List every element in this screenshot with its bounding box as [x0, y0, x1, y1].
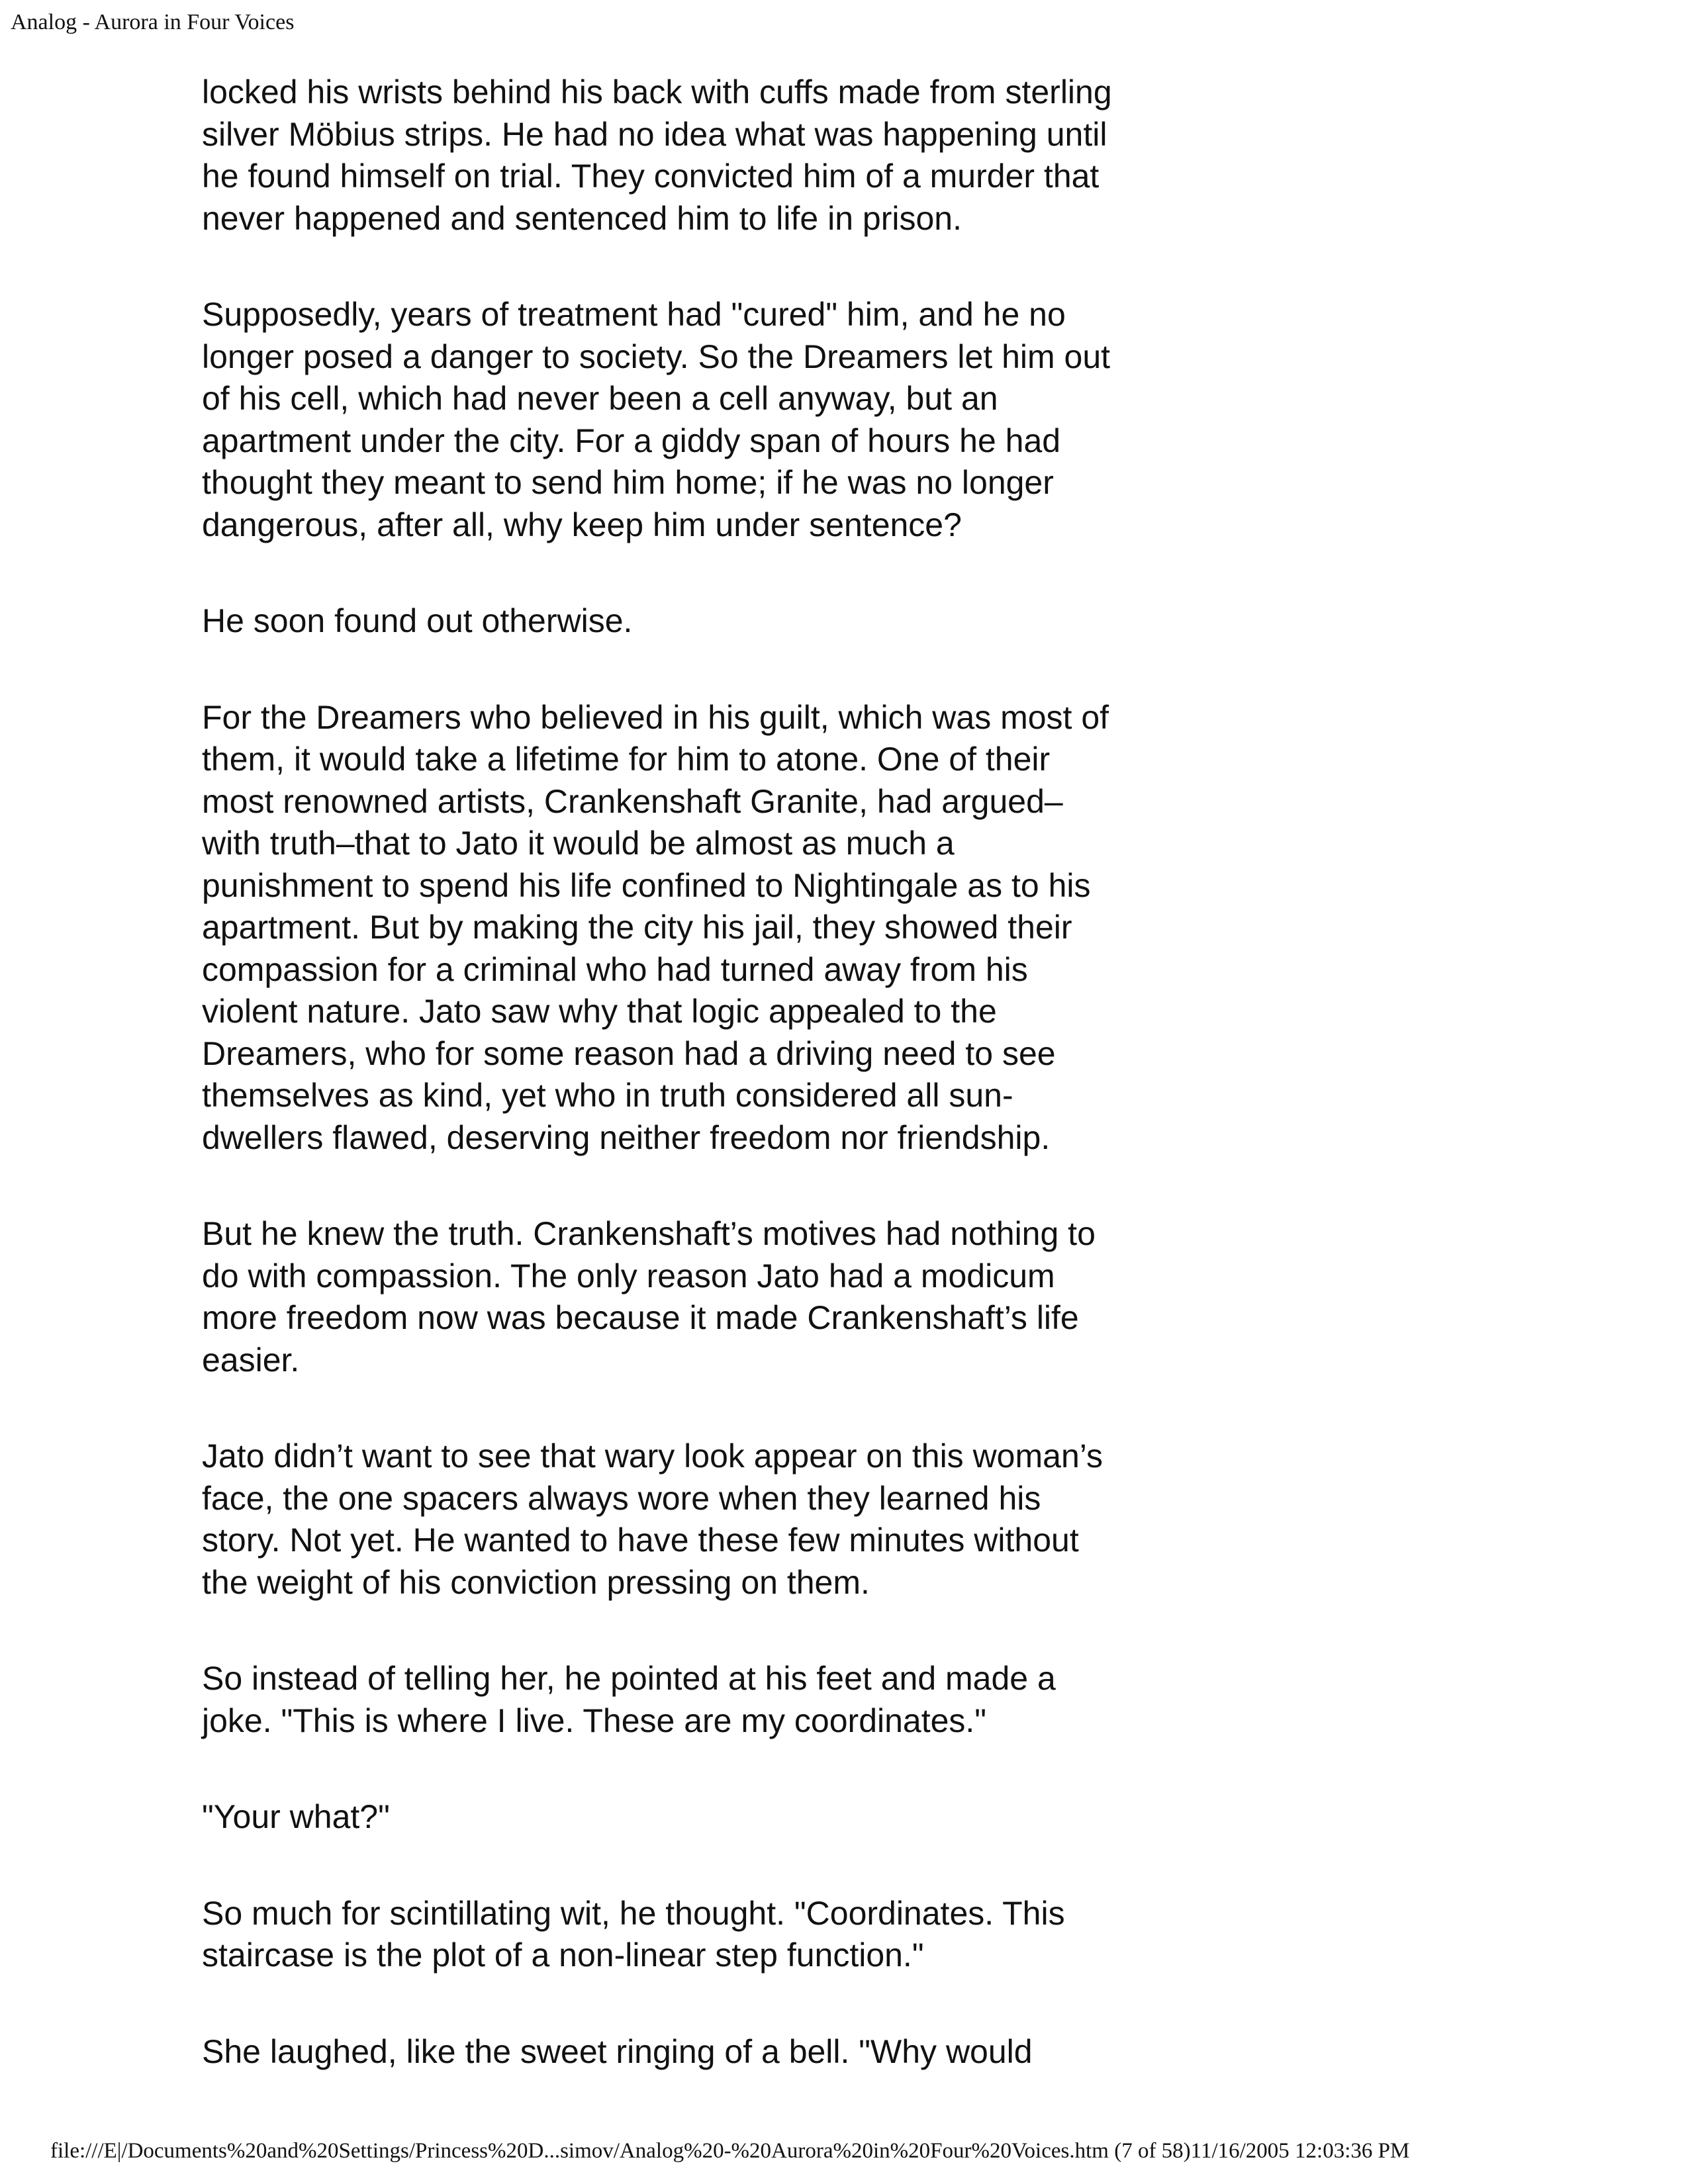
- text-line: joke. "This is where I live. These are my coordinates.": [202, 1702, 987, 1739]
- text-line: themselves as kind, yet who in truth considered all sun-: [202, 1077, 1013, 1114]
- text-line: locked his wrists behind his back with cuffs made from sterling: [202, 73, 1112, 111]
- text-line: story. Not yet. He wanted to have these few minutes without: [202, 1522, 1079, 1559]
- text-line: Jato didn’t want to see that wary look appear on this woman’s: [202, 1437, 1103, 1475]
- text-line: thought they meant to send him home; if he was no longer: [202, 464, 1054, 501]
- text-line: So much for scintillating wit, he thought. "Coordinates. This: [202, 1894, 1065, 1932]
- paragraph: [202, 1213, 1195, 1381]
- paragraph: [202, 1796, 1195, 1839]
- text-line: never happened and sentenced him to life in prison.: [202, 199, 962, 237]
- text-line: of his cell, which had never been a cell anyway, but an: [202, 380, 998, 417]
- text-line: "Your what?": [202, 1798, 390, 1835]
- page-header-title: Analog - Aurora in Four Voices: [11, 10, 295, 34]
- text-line: he found himself on trial. They convicted him of a murder that: [202, 158, 1100, 195]
- text-line: apartment under the city. For a giddy span of hours he had: [202, 422, 1061, 459]
- text-line: violent nature. Jato saw why that logic appealed to the: [202, 993, 997, 1030]
- paragraph: [202, 697, 1195, 1160]
- text-line: Supposedly, years of treatment had "cured" him, and he no: [202, 296, 1066, 333]
- paragraph: [202, 1893, 1195, 1977]
- paragraph: [202, 600, 1195, 643]
- text-line: them, it would take a lifetime for him to atone. One of their: [202, 741, 1051, 778]
- text-line: silver Möbius strips. He had no idea what was happening until: [202, 115, 1107, 153]
- paragraph: [202, 1435, 1195, 1604]
- paragraph: [202, 2031, 1195, 2073]
- text-line: dwellers flawed, deserving neither freedom nor friendship.: [202, 1118, 1051, 1156]
- article-body: [202, 71, 1195, 2127]
- text-line: more freedom now was because it made Crankenshaft’s life: [202, 1299, 1079, 1336]
- text-line: dangerous, after all, why keep him under sentence?: [202, 506, 962, 543]
- paragraph: [202, 294, 1195, 546]
- text-line: with truth–that to Jato it would be almost as much a: [202, 825, 955, 862]
- text-line: punishment to spend his life confined to Nightingale as to his: [202, 866, 1091, 904]
- page-footer-source: file:///E|/Documents%20and%20Settings/Princess%20D...simov/Analog%20-%20Aurora%20in%20Four%20Voices.htm (7 of 58)11/16/2005 12:03:36 PM: [50, 2139, 1410, 2163]
- text-line: He soon found out otherwise.: [202, 602, 633, 639]
- text-line: apartment. But by making the city his jail, they showed their: [202, 909, 1072, 946]
- text-line: the weight of his conviction pressing on them.: [202, 1563, 870, 1601]
- text-line: She laughed, like the sweet ringing of a bell. "Why would: [202, 2032, 1033, 2070]
- text-line: But he knew the truth. Crankenshaft’s motives had nothing to: [202, 1215, 1096, 1252]
- text-line: easier.: [202, 1341, 300, 1379]
- text-line: compassion for a criminal who had turned away from his: [202, 950, 1028, 988]
- text-line: Dreamers, who for some reason had a driving need to see: [202, 1034, 1056, 1072]
- text-line: face, the one spacers always wore when they learned his: [202, 1479, 1041, 1517]
- text-line: longer posed a danger to society. So the Dreamers let him out: [202, 338, 1111, 375]
- paragraph: [202, 1658, 1195, 1742]
- paragraph: [202, 71, 1195, 240]
- text-line: staircase is the plot of a non-linear step function.": [202, 1936, 924, 1974]
- text-line: do with compassion. The only reason Jato had a modicum: [202, 1257, 1055, 1295]
- text-line: For the Dreamers who believed in his guilt, which was most of: [202, 698, 1109, 736]
- text-line: So instead of telling her, he pointed at his feet and made a: [202, 1660, 1056, 1697]
- text-line: most renowned artists, Crankenshaft Granite, had argued–: [202, 782, 1063, 820]
